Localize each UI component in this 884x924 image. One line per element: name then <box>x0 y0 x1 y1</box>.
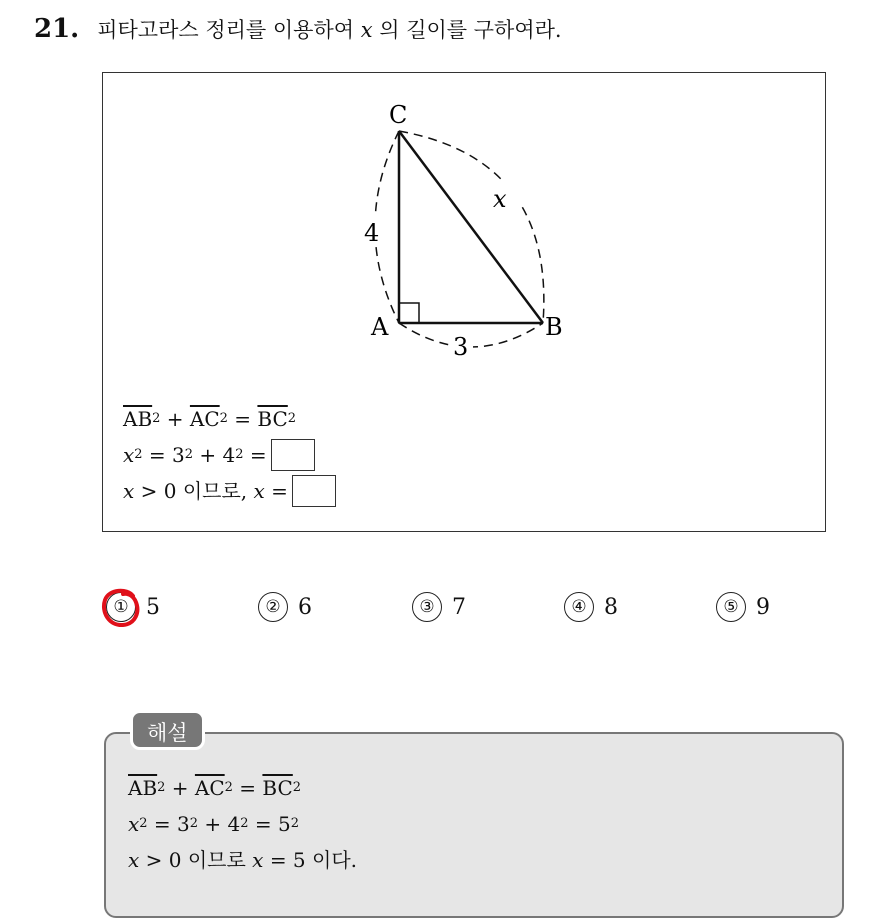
solution-line-3 <box>128 842 357 878</box>
choice-number: ② <box>258 592 288 622</box>
solution-box <box>104 732 844 918</box>
exponent: 2 <box>189 816 199 831</box>
exponent: 2 <box>235 447 244 462</box>
triangle-figure <box>103 73 827 453</box>
solution-tab: 해설 <box>130 710 205 750</box>
exponent: 2 <box>240 816 249 831</box>
answer-blank-2[interactable] <box>292 475 336 507</box>
condition-text: > 0 이므로, <box>140 479 248 503</box>
choice-5[interactable] <box>716 592 770 622</box>
variable-x: x <box>252 848 264 872</box>
side-ac-label: 4 <box>364 219 380 247</box>
segment-bc: $\overline{BC}$ <box>257 407 288 431</box>
side-bc-line <box>399 131 543 323</box>
plus-sign: + <box>166 407 184 431</box>
equation-part: + 4 <box>199 443 236 467</box>
equation-part: = 5 <box>254 812 291 836</box>
condition-text: > 0 이므로 <box>145 848 246 872</box>
conclusion-text: = 5 이다. <box>269 848 358 872</box>
problem-eq-line-1 <box>123 401 336 437</box>
exponent: 2 <box>157 780 166 795</box>
choice-3[interactable] <box>412 592 466 622</box>
solution-line-1 <box>128 770 357 806</box>
variable-x: x <box>123 443 135 467</box>
exponent: 2 <box>224 780 233 795</box>
choice-number: ① <box>106 592 136 622</box>
segment-ab: $\overline{AB}$ <box>123 407 153 431</box>
variable-x: x <box>128 848 140 872</box>
choice-2[interactable] <box>258 592 312 622</box>
equals-sign: = <box>249 443 267 467</box>
question-text-before: 피타고라스 정리를 이용하여 <box>97 18 355 42</box>
choice-value: 9 <box>756 594 770 620</box>
exponent: 2 <box>134 447 143 462</box>
exponent: 2 <box>139 816 148 831</box>
equals-sign: = <box>239 776 257 800</box>
problem-eq-line-2 <box>123 437 336 473</box>
exponent: 2 <box>287 411 297 426</box>
segment-bc: $\overline{BC}$ <box>262 776 293 800</box>
equals-sign: = <box>271 479 288 503</box>
variable-x: x <box>123 479 135 503</box>
equation-part: = 3 <box>148 443 185 467</box>
exponent: 2 <box>219 411 228 426</box>
choice-value: 8 <box>604 594 618 620</box>
exponent: 2 <box>152 411 161 426</box>
choice-number: ④ <box>564 592 594 622</box>
choice-number: ⑤ <box>716 592 746 622</box>
solution-equations <box>128 770 357 878</box>
side-ab-label: 3 <box>453 333 469 361</box>
right-angle-mark <box>399 303 419 323</box>
question-text <box>97 14 561 44</box>
problem-eq-line-3 <box>123 473 336 509</box>
question-variable: x <box>360 18 373 42</box>
plus-sign: + <box>171 776 189 800</box>
variable-x: x <box>253 479 265 503</box>
equals-sign: = <box>234 407 252 431</box>
selected-circle-mark-icon <box>99 586 143 630</box>
segment-ab: $\overline{AB}$ <box>128 776 158 800</box>
exponent: 2 <box>184 447 194 462</box>
choice-value: 7 <box>452 594 466 620</box>
side-bc-label: x <box>493 185 507 213</box>
question-header <box>34 14 562 44</box>
problem-equations <box>123 401 336 509</box>
segment-ac: $\overline{AC}$ <box>189 407 220 431</box>
choice-value: 6 <box>298 594 312 620</box>
answer-choices <box>106 592 806 632</box>
vertex-a-label: A <box>371 313 389 341</box>
segment-ac: $\overline{AC}$ <box>194 776 225 800</box>
variable-x: x <box>128 812 140 836</box>
equation-part: + 4 <box>204 812 241 836</box>
question-number: 21. <box>34 14 80 44</box>
problem-box <box>102 72 826 532</box>
choice-4[interactable] <box>564 592 618 622</box>
choice-1[interactable] <box>106 592 160 622</box>
vertex-b-label: B <box>545 313 563 341</box>
exponent: 2 <box>292 780 302 795</box>
exponent: 2 <box>290 816 300 831</box>
choice-value: 5 <box>146 594 160 620</box>
solution-line-2 <box>128 806 357 842</box>
choice-number: ③ <box>412 592 442 622</box>
vertex-c-label: C <box>389 101 408 129</box>
question-text-after: 의 길이를 구하여라. <box>379 18 562 42</box>
equation-part: = 3 <box>153 812 190 836</box>
answer-blank-1[interactable] <box>271 439 315 471</box>
